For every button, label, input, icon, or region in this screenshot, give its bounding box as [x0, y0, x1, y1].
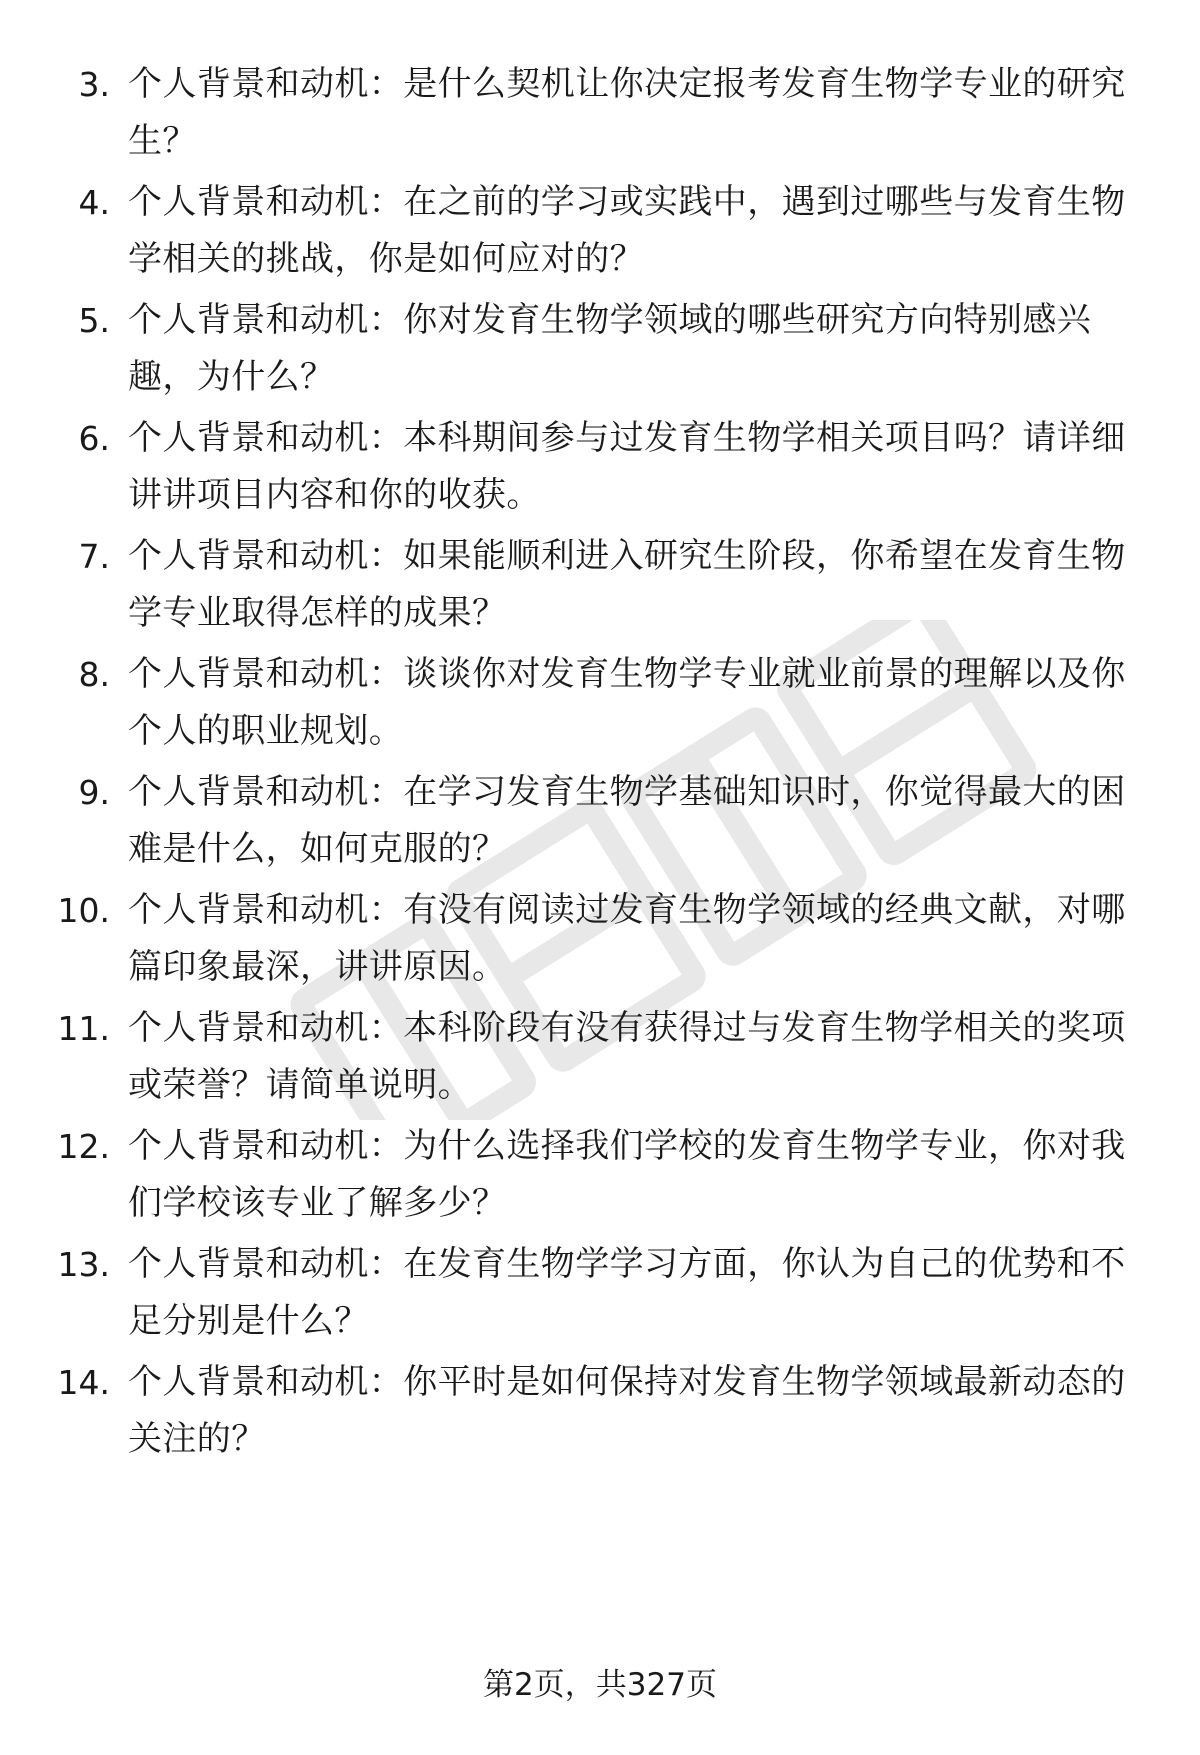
list-item — [0, 62, 1200, 162]
list-item — [0, 180, 1200, 280]
list-item — [0, 298, 1200, 398]
item-number: 14. — [57, 1363, 110, 1402]
list-item — [0, 1360, 1200, 1460]
item-text: 个人背景和动机：谈谈你对发育生物学专业就业前景的理解以及你个人的职业规划。 — [128, 654, 1126, 751]
item-number: 10. — [57, 891, 110, 930]
item-number: 8. — [78, 655, 110, 694]
item-text: 个人背景和动机：本科期间参与过发育生物学相关项目吗？请详细讲讲项目内容和你的收获。 — [128, 418, 1126, 515]
list-item — [0, 416, 1200, 516]
item-text: 个人背景和动机：为什么选择我们学校的发育生物学专业，你对我们学校该专业了解多少？ — [128, 1126, 1126, 1223]
item-number: 13. — [57, 1245, 110, 1284]
item-number: 4. — [78, 183, 110, 222]
item-text: 个人背景和动机：是什么契机让你决定报考发育生物学专业的研究生？ — [128, 64, 1126, 161]
list-item — [0, 888, 1200, 988]
page-footer: 第2页，共327页 — [483, 1667, 717, 1703]
item-text: 个人背景和动机：在之前的学习或实践中，遇到过哪些与发育生物学相关的挑战，你是如何应对的？ — [128, 182, 1126, 279]
item-text: 个人背景和动机：你平时是如何保持对发育生物学领域最新动态的关注的？ — [128, 1362, 1126, 1459]
item-text: 个人背景和动机：有没有阅读过发育生物学领域的经典文献，对哪篇印象最深，讲讲原因。 — [128, 890, 1126, 987]
list-item — [0, 652, 1200, 752]
item-number: 3. — [78, 65, 110, 104]
item-text: 个人背景和动机：在发育生物学学习方面，你认为自己的优势和不足分别是什么？ — [128, 1244, 1126, 1341]
list-item — [0, 770, 1200, 870]
item-number: 7. — [78, 537, 110, 576]
item-text: 个人背景和动机：在学习发育生物学基础知识时，你觉得最大的困难是什么，如何克服的？ — [128, 772, 1126, 869]
item-text: 个人背景和动机：你对发育生物学领域的哪些研究方向特别感兴趣，为什么？ — [128, 300, 1092, 397]
item-number: 6. — [78, 419, 110, 458]
item-number: 11. — [57, 1009, 110, 1048]
list-item — [0, 1006, 1200, 1106]
list-item — [0, 1124, 1200, 1224]
item-text: 个人背景和动机：如果能顺利进入研究生阶段，你希望在发育生物学专业取得怎样的成果？ — [128, 536, 1126, 633]
item-text: 个人背景和动机：本科阶段有没有获得过与发育生物学相关的奖项或荣誉？请简单说明。 — [128, 1008, 1126, 1105]
item-number: 9. — [78, 773, 110, 812]
list-item — [0, 1242, 1200, 1342]
item-number: 5. — [78, 301, 110, 340]
list-item — [0, 534, 1200, 634]
item-number: 12. — [57, 1127, 110, 1166]
